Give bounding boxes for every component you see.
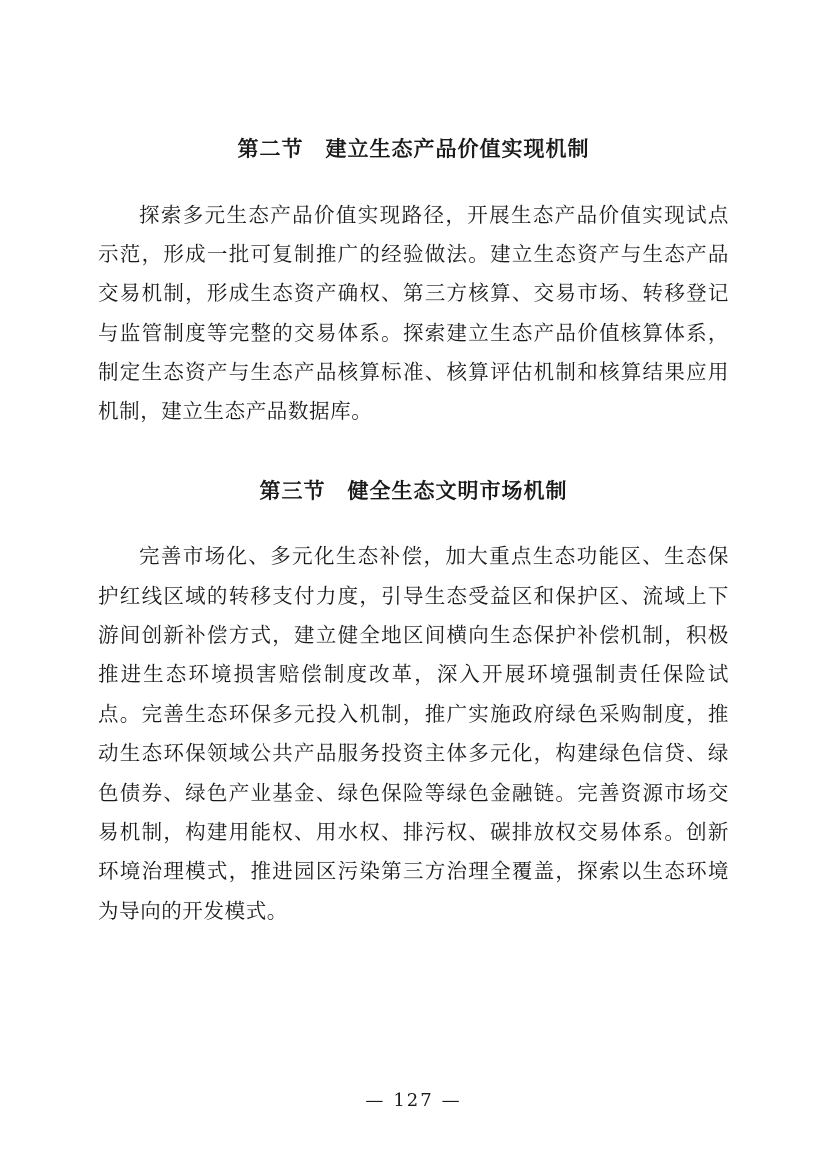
section-3-paragraph-1: 完善市场化、多元化生态补偿，加大重点生态功能区、生态保护红线区域的转移支付力度，引导生态受益区和保护区、流域上下游间创新补偿方式，建立健全地区间横向生态保护补偿机制，积极推进生态环境损害赔偿制度改革，深入开展环境强制责任保险试点。完善生态环保多元投入机制，推广实施政府绿色采购制度，推动生态环保领域公共产品服务投资主体多元化，构建绿色信贷、绿色债券、绿色产业基金、绿色保险等绿色金融链。完善资源市场交易机制，构建用能权、用水权、排污权、碳排放权交易体系。创新环境治理模式，推进园区污染第三方治理全覆盖，探索以生态环境为导向的开发模式。 — [98, 544, 729, 923]
footer-left-dash: — — [365, 1090, 386, 1111]
footer-right-dash: — — [441, 1090, 462, 1111]
page-number: 127 — [393, 1090, 434, 1111]
section-2-paragraph-1: 探索多元生态产品价值实现路径，开展生态产品价值实现试点示范，形成一批可复制推广的经验做法。建立生态资产与生态产品交易机制，形成生态资产确权、第三方核算、交易市场、转移登记与监管制度等完整的交易体系。探索建立生态产品价值核算体系，制定生态资产与生态产品核算标准、核算评估机制和核算结果应用机制，建立生态产品数据库。 — [98, 202, 729, 424]
section-heading-2: 第二节 建立生态产品价值实现机制 — [237, 136, 590, 161]
page-footer — [0, 1090, 827, 1111]
section-heading-3: 第三节 健全生态文明市场机制 — [259, 477, 568, 503]
